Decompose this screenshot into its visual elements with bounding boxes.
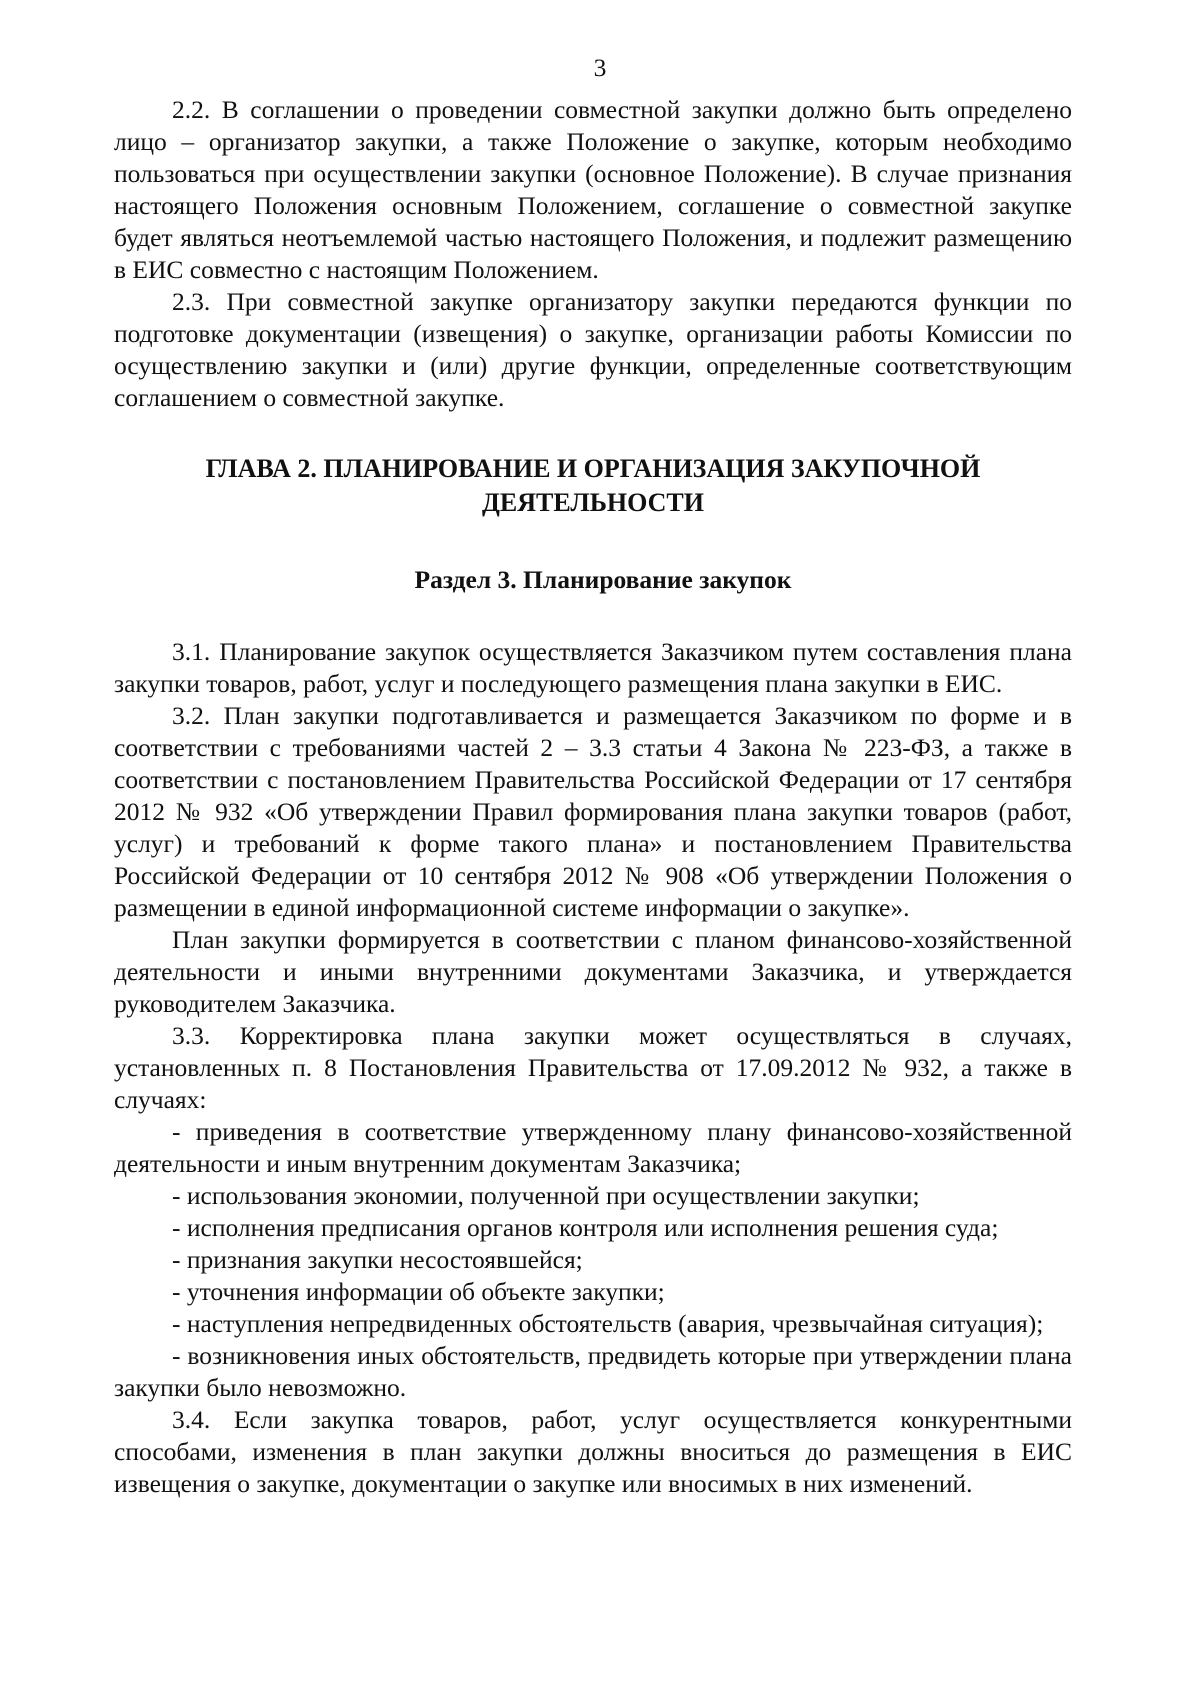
- list-item: - уточнения информации об объекте закупки;: [172, 1277, 665, 1306]
- list-item: - признания закупки несостоявшейся;: [172, 1245, 583, 1274]
- list-item: - использования экономии, полученной при осуществлении закупки;: [172, 1181, 920, 1210]
- page-number: 3: [593, 53, 607, 82]
- section-title: Раздел 3. Планирование закупок: [414, 565, 792, 594]
- paragraph-2-3: 2.3. При совместной закупке организатору закупки передаются функции по подготовке документации (извещения) о закупке, организации работы Комиссии по осуществлению закупки и (или) другие функции, определенные соответствующим соглашением о совместной закупке.: [114, 287, 1072, 412]
- paragraph-3-4: 3.4. Если закупка товаров, работ, услуг осуществляется конкурентными способами, изменения в план закупки должны вноситься до размещения в ЕИС извещения о закупке, документации о закупке или вносимых в них изменений.: [114, 1405, 1072, 1498]
- paragraph-3-3: 3.3. Корректировка плана закупки может осуществляться в случаях, установленных п. 8 Постановления Правительства от 17.09.2012 № 932, а также в случаях:: [114, 1021, 1072, 1114]
- chapter-title-line-1: ГЛАВА 2. ПЛАНИРОВАНИЕ И ОРГАНИЗАЦИЯ ЗАКУПОЧНОЙ: [205, 454, 981, 483]
- paragraph-plan-formation: План закупки формируется в соответствии с планом финансово-хозяйственной деятельности и иными внутренними документами Заказчика, и утверждается руководителем Заказчика.: [114, 925, 1072, 1018]
- list-item: - наступления непредвиденных обстоятельств (авария, чрезвычайная ситуация);: [172, 1309, 1044, 1338]
- paragraph-3-2: 3.2. План закупки подготавливается и размещается Заказчиком по форме и в соответствии с требованиями частей 2 – 3.3 статьи 4 Закона № 223-ФЗ, а также в соответствии с постановлением Правительства Российской Федерации от 17 сентября 2012 № 932 «Об утверждении Правил формирования плана закупки товаров (работ, услуг) и требований к форме такого плана» и постановлением Правительства Российской Федерации от 10 сентября 2012 № 908 «Об утверждении Положения о размещении в единой информационной системе информации о закупке».: [114, 701, 1072, 922]
- list-item: - возникновения иных обстоятельств, предвидеть которые при утверждении плана закупки было невозможно.: [114, 1341, 1072, 1402]
- paragraph-2-2: 2.2. В соглашении о проведении совместной закупки должно быть определено лицо – организатор закупки, а также Положение о закупке, которым необходимо пользоваться при осуществлении закупки (основное Положение). В случае признания настоящего Положения основным Положением, соглашение о совместной закупке будет являться неотъемлемой частью настоящего Положения, и подлежит размещению в ЕИС совместно с настоящим Положением.: [114, 95, 1072, 284]
- list-item: - приведения в соответствие утвержденному плану финансово-хозяйственной деятельности и иным внутренним документам Заказчика;: [114, 1117, 1072, 1178]
- chapter-title-line-2: ДЕЯТЕЛЬНОСТИ: [481, 488, 704, 517]
- list-item: - исполнения предписания органов контроля или исполнения решения суда;: [172, 1213, 999, 1242]
- paragraph-3-1: 3.1. Планирование закупок осуществляется Заказчиком путем составления плана закупки товаров, работ, услуг и последующего размещения плана закупки в ЕИС.: [114, 637, 1072, 698]
- chapter-title: [114, 452, 1072, 520]
